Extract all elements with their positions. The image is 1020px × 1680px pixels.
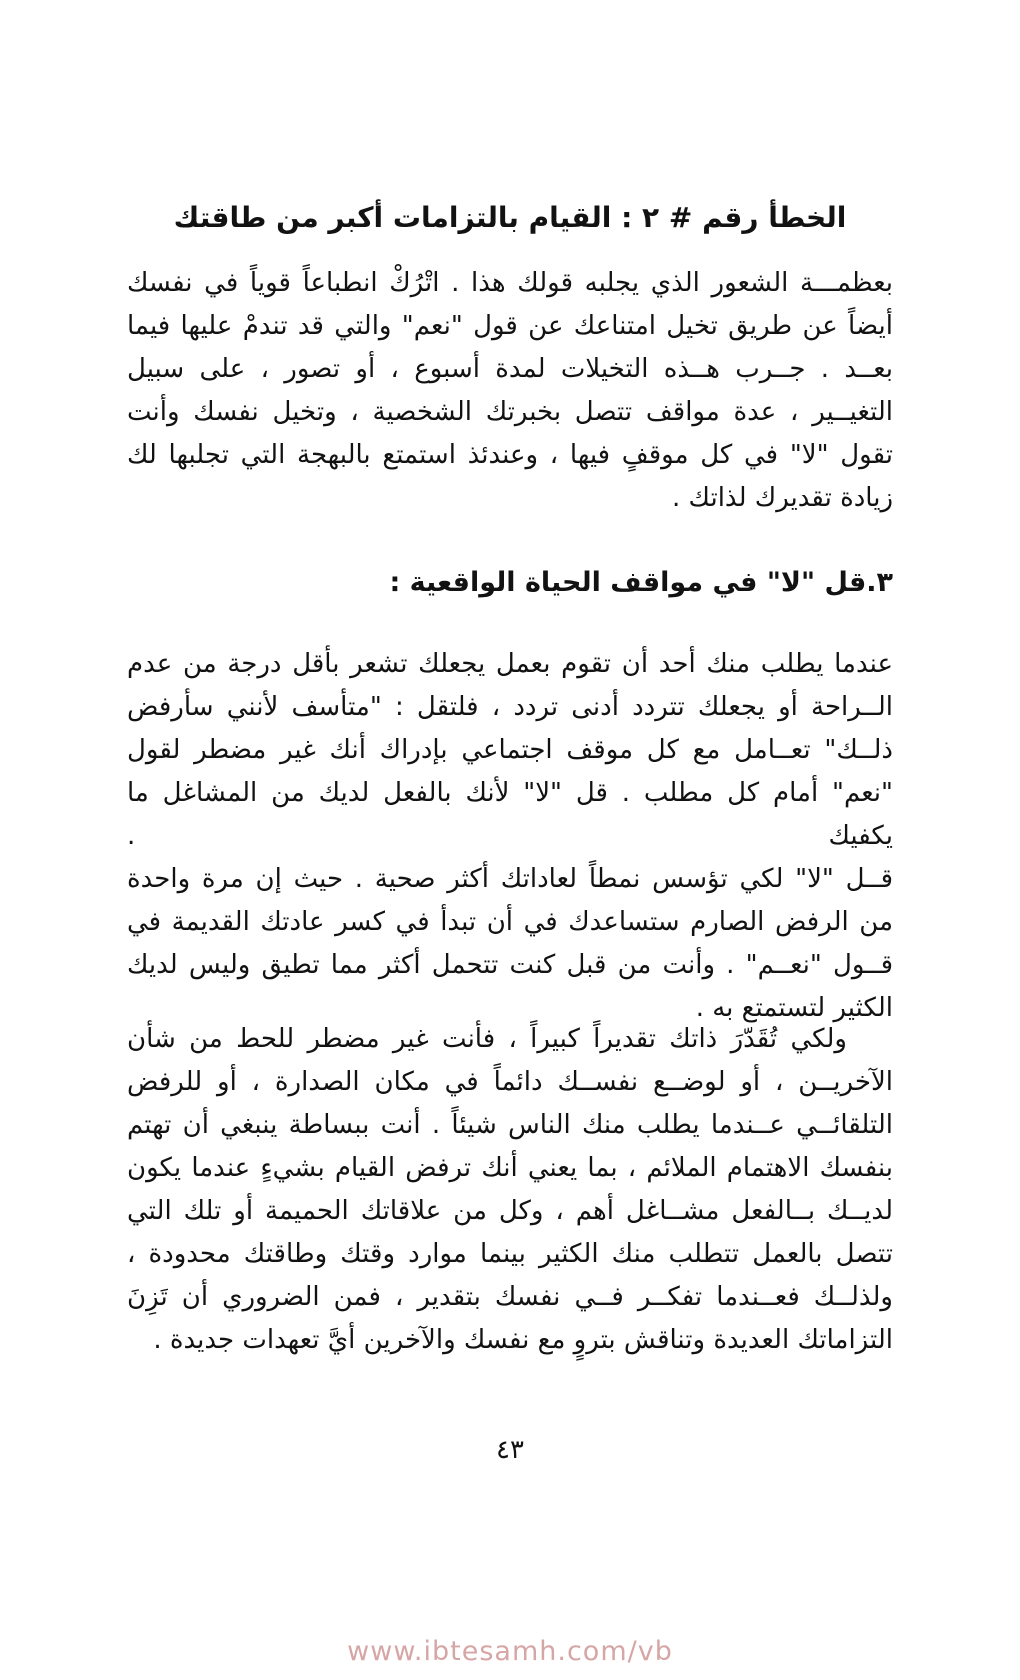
text-line: الآخريــن ، أو لوضــع نفســك دائماً في مكان الصدارة ، أو للرفض <box>127 1067 893 1097</box>
page-number: ٤٣ <box>496 1435 524 1465</box>
text-line: بعظمـــة الشعور الذي يجلبه قولك هذا . اتْرُكْ انطباعاً قوياً في نفسك <box>127 268 893 298</box>
text-line: التلقائــي عــندما يطلب منك الناس شيئاً . أنت ببساطة ينبغي أن تهتم <box>127 1110 893 1140</box>
text-line: التغيــير ، عدة مواقف تتصل بخبرتك الشخصية ، وتخيل نفسك وأنت <box>127 397 893 427</box>
paragraph-1 <box>127 262 893 520</box>
chapter-heading: الخطأ رقم # ٢ : القيام بالتزامات أكبر من طاقتك <box>173 201 847 234</box>
text-line: بنفسك الاهتمام الملائم ، بما يعني أنك ترفض القيام بشيءٍ عندما يكون <box>127 1153 893 1183</box>
text-line: لديــك بــالفعل مشــاغل أهم ، وكل من علاقاتك الحميمة أو تلك التي <box>127 1196 893 1226</box>
text-line: من الرفض الصارم ستساعدك في أن تبدأ في كسر عادتك القديمة في <box>127 907 893 937</box>
text-line: زيادة تقديرك لذاتك . <box>672 483 893 513</box>
text-line: ذلــك" تعــامل مع كل موقف اجتماعي بإدراك أنك غير مضطر لقول <box>127 735 893 765</box>
text-line: تتصل بالعمل تتطلب منك الكثير بينما موارد وقتك وطاقتك محدودة ، <box>127 1239 893 1269</box>
text-line: ولذلــك فعــندما تفكــر فــي نفسك بتقدير ، فمن الضروري أن تَزِنَ <box>127 1282 893 1312</box>
text-line: عندما يطلب منك أحد أن تقوم بعمل يجعلك تشعر بأقل درجة من عدم <box>127 649 893 679</box>
section-heading: ٣.قل "لا" في مواقف الحياة الواقعية : <box>389 567 893 598</box>
text-line: قــل "لا" لكي تؤسس نمطاً لعاداتك أكثر صحية . حيث إن مرة واحدة <box>127 864 893 894</box>
watermark-url: www.ibtesamh.com/vb <box>347 1636 673 1667</box>
text-line: الكثير لتستمتع به . <box>695 993 893 1023</box>
text-line: ولكي تُقَدّرَ ذاتك تقديراً كبيراً ، فأنت غير مضطر للحط من شأن <box>127 1024 847 1054</box>
text-line: بعــد . جــرب هــذه التخيلات لمدة أسبوع ، أو تصور ، على سبيل <box>127 354 893 384</box>
paragraph-2 <box>127 643 893 1030</box>
text-line: تقول "لا" في كل موقفٍ فيها ، وعندئذ استمتع بالبهجة التي تجلبها لك <box>127 440 893 470</box>
paragraph-3 <box>127 1018 893 1362</box>
text-line: أيضاً عن طريق تخيل امتناعك عن قول "نعم" والتي قد تندمْ عليها فيما <box>127 311 893 341</box>
text-line: قــول "نعــم" . وأنت من قبل كنت تتحمل أكثر مما تطيق وليس لديك <box>127 950 893 980</box>
text-line: "نعم" أمام كل مطلب . قل "لا" لأنك بالفعل لديك من المشاغل ما يكفيك . <box>127 778 893 851</box>
text-line: التزاماتك العديدة وتناقش بتروٍ مع نفسك والآخرين أيَّ تعهدات جديدة . <box>153 1325 893 1355</box>
text-line: الــراحة أو يجعلك تتردد أدنى تردد ، فلتقل : "متأسف لأنني سأرفض <box>127 692 893 722</box>
